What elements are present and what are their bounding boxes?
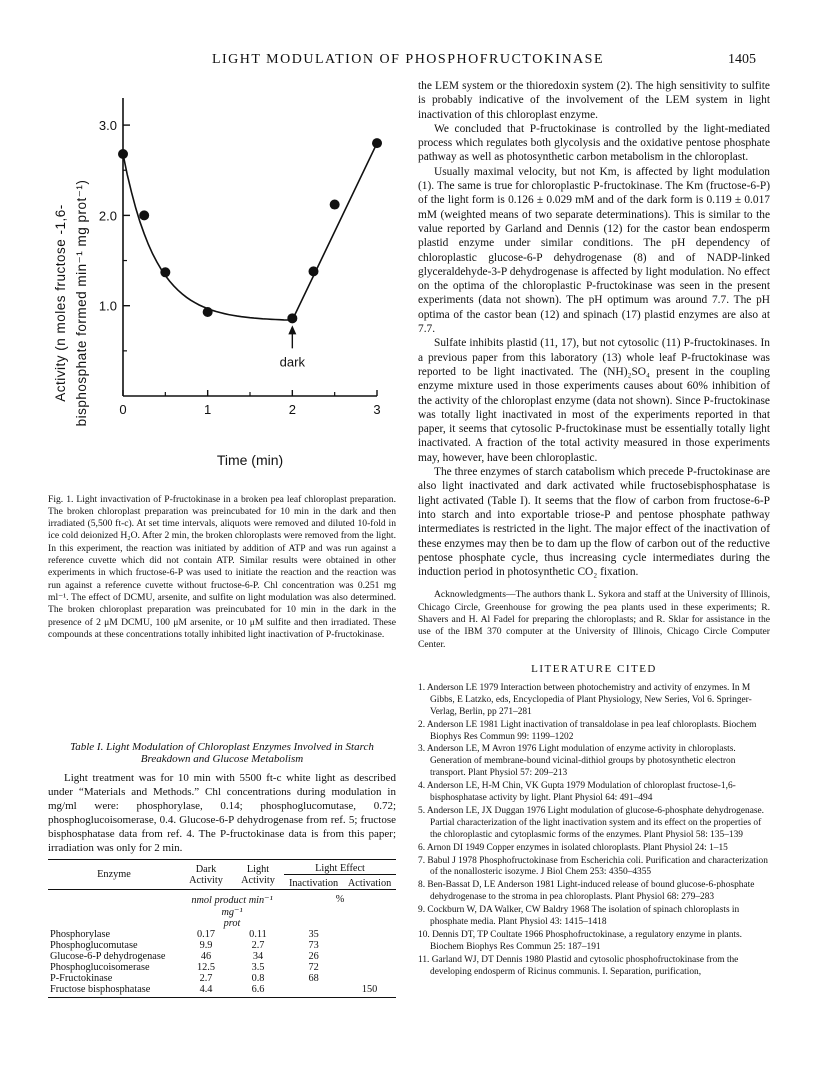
- page-number: 1405: [728, 52, 756, 67]
- col-dark: [180, 860, 232, 890]
- table-1-grid: [48, 860, 396, 995]
- cell-inactivation: 35: [308, 929, 319, 940]
- dark-arrow: [288, 325, 296, 348]
- col-activation: Activation: [347, 878, 392, 889]
- cell-dark: 9.9: [199, 940, 213, 951]
- x-tick-label: 0: [119, 402, 127, 417]
- cell-dark: 0.17: [196, 929, 216, 940]
- table-1: [48, 741, 396, 998]
- data-point: [330, 200, 340, 210]
- cell-activation: [343, 962, 396, 973]
- cell-dark: 4.4: [199, 984, 213, 995]
- paragraph-2: Usually maximal velocity, but not Km, is affected by light modulation (1). The same is true for chloroplastic P-fructokinase. The Km (fructose-6-P) of the light form is 0.126 ± 0.029 mM and of the dark form is 0.119 ± 0.017 mM (weighted means of two separate determinations). This is similar to the value reported by Garland and Dennis (12) for the castor bean endosperm plastid enzyme under similar conditions. The pH dependency of chloroplastic glucose-6-P dehydrogenase (8) and of NADP-linked glyceraldehyde-3-P dehydrogenase is affected by light modulation. No effect on the optima of the chloroplastic P-fructokinase was seen in the present experiments (data not shown). The pH optimum was around 7.7. The pH optima of the castor bean (12) and spinach (17) plastid enzymes are also at 7.7.: [418, 165, 770, 336]
- cell-activation: [343, 929, 396, 940]
- y-tick-label: 3.0: [98, 118, 117, 134]
- running-header: [60, 52, 756, 72]
- table-row: [48, 951, 396, 962]
- cell-light: 34: [252, 951, 264, 962]
- cell-enzyme: Phosphoglucomutase: [50, 940, 138, 951]
- col-light-2: Activity: [241, 874, 275, 886]
- col-enzyme: Enzyme: [97, 869, 131, 880]
- col-light-1: Light: [246, 863, 270, 875]
- reference-item: 10. Dennis DT, TP Coultate 1966 Phosphofructokinase, a regulatory enzyme in plants. Biochem Biophys Res Commun 25: 187–191: [418, 930, 742, 952]
- figure-caption: [48, 484, 396, 651]
- cell-light: 0.8: [251, 973, 265, 984]
- reference-list: [418, 683, 770, 979]
- col-dark-1: Dark: [195, 863, 217, 875]
- cell-enzyme: Phosphoglucoisomerase: [50, 962, 150, 973]
- table-row: [48, 940, 396, 951]
- reference-item: 9. Cockburn W, DA Walker, CW Baldry 1968 The isolation of spinach chloroplasts in phosphate media. Plant Physiol 43: 1415–1418: [418, 905, 740, 928]
- cell-activation: [343, 951, 396, 962]
- cell-inactivation: 72: [308, 962, 319, 973]
- x-axis-label: Time (min): [216, 452, 284, 468]
- data-point: [287, 313, 297, 323]
- cell-light: 6.6: [251, 984, 265, 995]
- figure-1: [48, 88, 398, 480]
- y-tick-label: 1.0: [98, 298, 117, 314]
- cell-dark: 12.5: [196, 962, 216, 973]
- paragraph-0: the LEM system or the thioredoxin system (2). The high sensitivity to sulfite is probably indicative of the involvement of the LEM system in light inactivation of this chloroplast enzyme.: [418, 80, 770, 121]
- y-axis-label-line2: bisphosphate formed min⁻¹ mg prot⁻¹): [74, 179, 89, 427]
- cell-dark: 46: [200, 951, 212, 962]
- table-row: [48, 962, 396, 973]
- cell-enzyme: Fructose bisphosphatase: [50, 984, 151, 995]
- arrow-head: [288, 325, 296, 334]
- paragraph-4: The three enzymes of starch catabolism which precede P-fructokinase are also light inactivated and dark activated while fructosebisphosphatase is light activated (Table I). It seems that the flow of carbon from fructose-6-P into starch and into exportable triose-P and pentose phosphate pathway intermediates is restricted in the light. The major effect of the inactivation of these enzymes may then be to dam up the flow of carbon out of the reductive pentose phosphate cycle, thus increasing cycle intermediates during the induction period in photosynthetic CO₂ fixation.: [418, 466, 770, 579]
- col-light: [232, 860, 284, 890]
- cell-enzyme: Glucose-6-P dehydrogenase: [50, 951, 166, 962]
- cell-activation: [343, 940, 396, 951]
- reference-item: 5. Anderson LE, JX Duggan 1976 Light modulation of glucose-6-phosphate dehydrogenase. Partial characterization of the light inactivation system and its effect on the properties of the chloroplastic and cytoplasmic forms of the enzymes. Plant Physiol 58: 135–139: [418, 805, 765, 840]
- cell-activation: 150: [361, 984, 378, 995]
- cell-light: 2.7: [251, 940, 265, 951]
- reference-item: 8. Ben-Bassat D, LE Anderson 1981 Light-induced release of bound glucose-6-phosphate dehydrogenase to the stroma in pea chloroplasts. Plant Physiol 68: 279–283: [418, 880, 755, 903]
- y-axis-label-line1: Activity (n moles fructose -1,6-: [53, 204, 68, 402]
- col-light-effect: Light Effect: [284, 860, 396, 875]
- cell-inactivation: [284, 984, 343, 995]
- figure-1-plot: [48, 88, 398, 480]
- col-dark-2: Activity: [189, 874, 223, 886]
- data-point: [118, 149, 128, 159]
- reference-item: 1. Anderson LE 1979 Interaction between photochemistry and activity of enzymes. In M Gibbs, E Latzko, eds, Encyclopedia of Plant Physiology, New Series, Vol 6. Springer-Verlag, Berlin, pp 271–281: [418, 682, 752, 717]
- figure-caption-text: Fig. 1. Light invactivation of P-fructokinase in a broken pea leaf chloroplast preparation. The broken chloroplast preparation was preincubated for 10 min in the dark and then irradiated (5,500 ft-c). At set time intervals, aliquots were removed and diluted 10-fold in ice cold deionized H₂O. After 2 min, the broken chloroplasts were removed from the light. In this experiment, the reaction was initiated by addition of ATP and was run against a reference cuvette which did not contain ATP. Similar results were obtained in other experiments in which fructose-6-P was used to initiate the reaction and the reaction was run against a reference cuvette without fructose-6-P. Chl concentration was 0.251 mg ml⁻¹. The effect of DCMU, arsenite, and sulfite on light modulation was also determined. The broken chloroplast preparation was preincubated for 10 min in the dark in the presence of 2 μM DCMU, 100 μM arsenite, or 10 μM sulfite and then irradiated. These compounds at these concentrations totally inhibited light inactivation of P-fructokinase.: [48, 493, 396, 640]
- paragraph-1: We concluded that P-fructokinase is controlled by the light-mediated process which regulates both glycolysis and the oxidative pentose phosphate pathway as well as photosynthetic carbon metabolism in the chloroplast.: [418, 122, 770, 164]
- cell-inactivation: 26: [308, 951, 319, 962]
- units-line2: prot: [223, 918, 241, 929]
- units-cell: [180, 890, 284, 930]
- cell-enzyme: P-Fructokinase: [50, 973, 113, 984]
- cell-inactivation: 68: [308, 973, 319, 984]
- table-title: [48, 741, 396, 765]
- data-point: [309, 266, 319, 276]
- reference-item: 4. Anderson LE, H-M Chin, VK Gupta 1979 Modulation of chloroplast fructose-1,6-bisphosphatase activity by light. Plant Physiol 64: 491–494: [418, 781, 736, 804]
- x-tick-label: 1: [204, 402, 212, 417]
- cell-inactivation: 73: [308, 940, 319, 951]
- data-points: [118, 138, 382, 323]
- table-row: [48, 984, 396, 995]
- cell-light: 3.5: [251, 962, 265, 973]
- data-point: [372, 138, 382, 148]
- cell-enzyme: Phosphorylase: [50, 929, 111, 940]
- table-title-line2: Breakdown and Glucose Metabolism: [140, 753, 304, 765]
- percent-cell: %: [335, 894, 345, 905]
- units-line1: nmol product min⁻¹ mg⁻¹: [191, 895, 273, 918]
- reference-item: 6. Arnon DI 1949 Copper enzymes in isolated chloroplasts. Plant Physiol 24: 1–15: [418, 842, 728, 853]
- activity-curve: [123, 143, 377, 320]
- cell-dark: 2.7: [199, 973, 213, 984]
- axes: [99, 98, 381, 417]
- col-inactivation: Inactivation: [288, 878, 339, 889]
- data-point: [139, 210, 149, 220]
- table-row: [48, 929, 396, 940]
- paragraph-3: Sulfate inhibits plastid (11, 17), but not cytosolic (11) P-fructokinases. In a previous paper from this laboratory (13) whole leaf P-fructokinase was reported to be light inactivated. The (NH)₂SO₄ present in the coupling enzyme mixture used in those experiments causes about 60% inhibition of the activity of the chloroplast enzyme (data not shown). Since P-fructokinase was totally light inactivated in most of the experiments reported in that paper, it seems that cytosolic P-fructokinase must be essentially totally light inactivated. A fraction of the total activity measured in those experiments may, however, have been chloroplastic.: [418, 337, 770, 464]
- running-title: LIGHT MODULATION OF PHOSPHOFRUCTOKINASE: [211, 52, 605, 67]
- data-point: [203, 307, 213, 317]
- cell-activation: [343, 973, 396, 984]
- data-point: [160, 267, 170, 277]
- reference-item: 2. Anderson LE 1981 Light inactivation of transaldolase in pea leaf chloroplasts. Biochem Biophys Res Commun 99: 1199–1202: [418, 719, 757, 742]
- table-row: [48, 973, 396, 984]
- reference-item: 11. Garland WJ, DT Dennis 1980 Plastid and cytosolic phosphofructokinase from the developing endosperm of Ricinus communis. I. Separation, purification,: [418, 954, 739, 977]
- acknowledgments: Acknowledgments—The authors thank L. Sykora and staff at the University of Illinois, Chicago Circle, Greenhouse for growing the pea plants used in these experiments; R. Shavers and H. Al Fadel for preparing the chloroplasts; and R. Sklar for assistance in the use of the IBM 370 computer at the University of Illinois, Chicago Circle Computer Center.: [418, 589, 770, 650]
- reference-item: 7. Babul J 1978 Phosphofructokinase from Escherichia coli. Purification and characterization of the nonallosteric isozyme. J Biol Chem 253: 4350–4355: [418, 855, 768, 878]
- table-title-line1: Table I. Light Modulation of Chloroplast Enzymes Involved in Starch: [70, 741, 374, 753]
- right-column: [418, 79, 770, 980]
- fitted-curve: [123, 143, 377, 320]
- y-axis-label: [53, 180, 89, 427]
- literature-heading: LITERATURE CITED: [531, 662, 657, 675]
- x-tick-label: 2: [288, 402, 296, 417]
- cell-light: 0.11: [249, 929, 267, 940]
- table-note: Light treatment was for 10 min with 5500 ft-c white light as described under “Materials and Methods.” Chl concentrations during modulation in mg/ml were: phosphorylase, 0.14; phosphoglucomutase, 0.72; phosphoglucoisomerase, 0.4. Glucose-6-P dehydrogenase from ref. 5; fructose bisphosphatase data from ref. 4. The P-fructokinase data is from this paper; irradiation was only for 2 min.: [48, 772, 396, 854]
- dark-annotation: dark: [279, 354, 305, 370]
- reference-item: 3. Anderson LE, M Avron 1976 Light modulation of enzyme activity in chloroplasts. Generation of membrane-bound vicinal-dithiol groups by photosynthetic electron transport. Plant Physiol 57: 209–213: [418, 744, 736, 779]
- y-tick-label: 2.0: [98, 208, 117, 224]
- x-tick-label: 3: [373, 402, 381, 417]
